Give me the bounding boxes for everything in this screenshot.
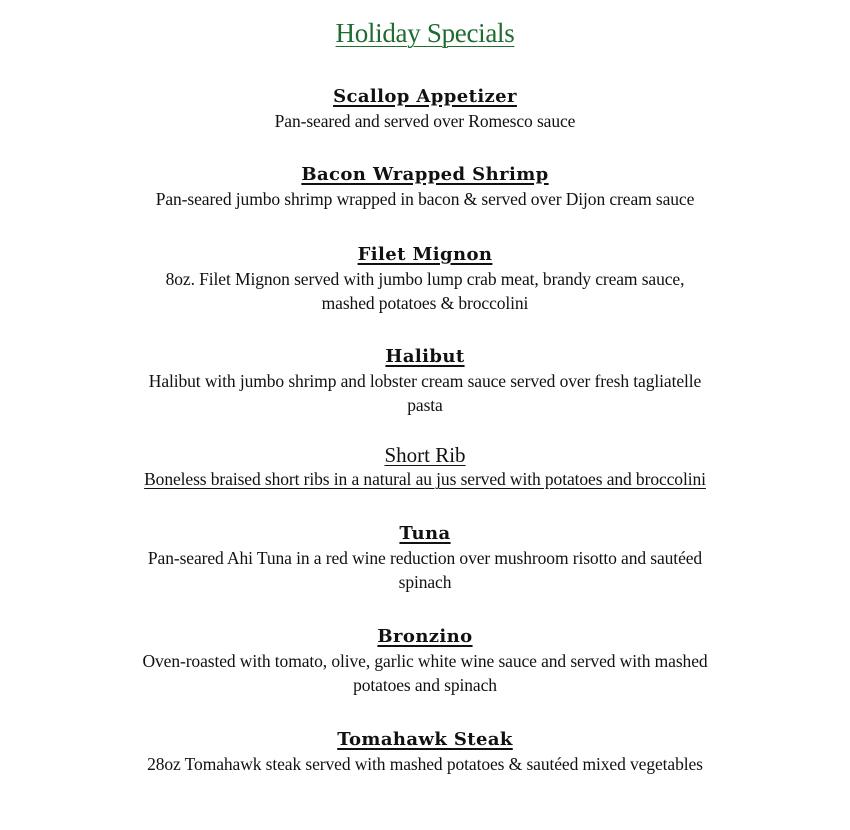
- menu-item-bacon-wrapped-shrimp: [100, 163, 750, 211]
- menu-item-description-line: Halibut with jumbo shrimp and lobster cream sauce served over fresh tagliatelle: [148, 371, 702, 391]
- menu-item-description: Pan-seared jumbo shrimp wrapped in bacon & served over Dijon cream sauce: [155, 189, 695, 209]
- menu-item-description-line: Pan-seared Ahi Tuna in a red wine reduction over mushroom risotto and sautéed: [147, 548, 703, 568]
- menu-item-description-line: mashed potatoes & broccolini: [321, 293, 529, 313]
- menu-item-halibut: [100, 345, 750, 417]
- menu-item-tomahawk-steak: [100, 728, 750, 776]
- menu-item-name: Tomahawk Steak: [337, 729, 513, 750]
- menu-item-description: 28oz Tomahawk steak served with mashed potatoes & sautéed mixed vegetables: [147, 754, 703, 774]
- menu-item-scallop-appetizer: [100, 85, 750, 133]
- menu-item-description-line: potatoes and spinach: [353, 675, 497, 695]
- menu-item-name: Halibut: [385, 346, 465, 367]
- menu-item-name: Bronzino: [377, 626, 473, 647]
- menu-item-description: Pan-seared and served over Romesco sauce: [274, 111, 576, 131]
- menu-item-description-line: Oven-roasted with tomato, olive, garlic white wine sauce and served with mashed: [142, 651, 708, 671]
- menu-item-bronzino: [100, 625, 750, 697]
- menu-item-name: Filet Mignon: [357, 244, 493, 265]
- menu-item-short-rib: [100, 443, 750, 491]
- menu-item-description-line: spinach: [398, 572, 452, 592]
- page-title: Holiday Specials: [335, 18, 515, 48]
- menu-item-name: Bacon Wrapped Shrimp: [301, 164, 549, 185]
- menu-item-filet-mignon: [100, 243, 750, 315]
- menu-item-name: Tuna: [399, 523, 451, 544]
- menu-item-tuna: [100, 522, 750, 594]
- menu-item-name: Scallop Appetizer: [333, 86, 517, 107]
- menu-item-description-line: 8oz. Filet Mignon served with jumbo lump crab meat, brandy cream sauce,: [165, 269, 685, 289]
- menu-item-description-line: pasta: [407, 395, 443, 415]
- menu-item-description: Boneless braised short ribs in a natural au jus served with potatoes and broccolini: [144, 469, 706, 489]
- menu-item-name: Short Rib: [384, 443, 466, 467]
